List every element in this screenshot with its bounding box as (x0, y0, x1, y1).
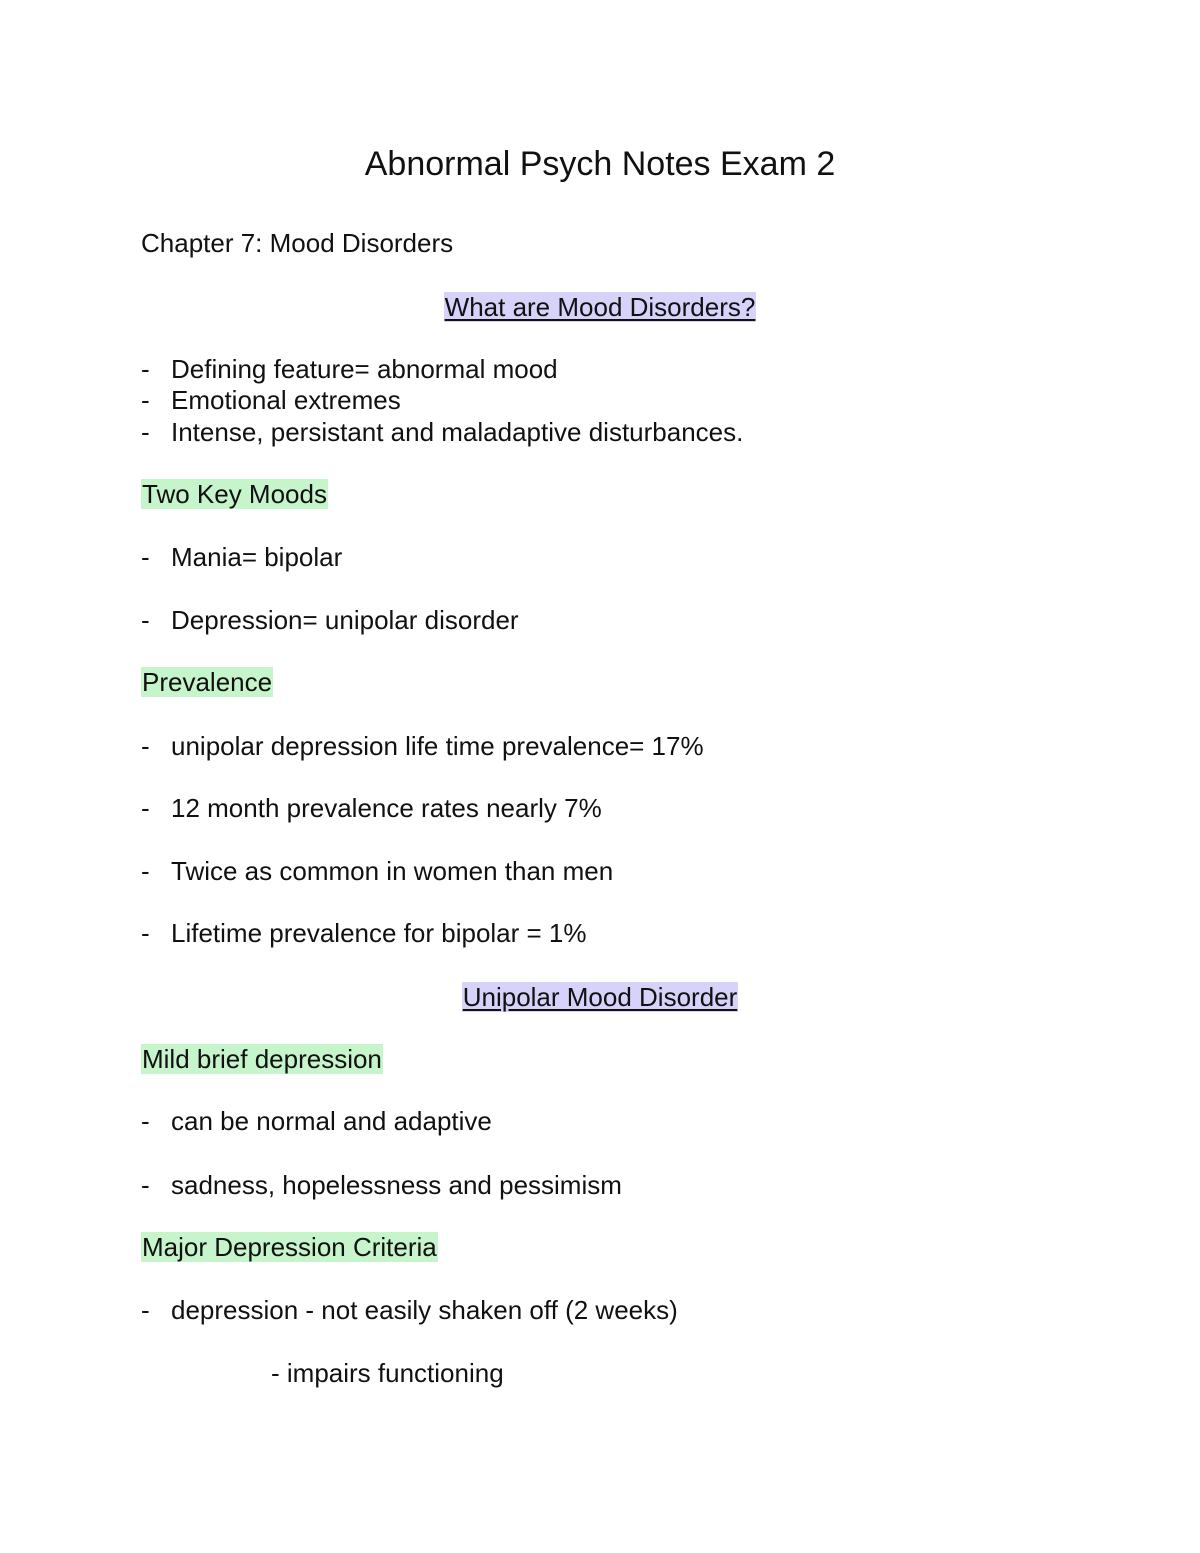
sub-list-item: - impairs functioning (271, 1358, 504, 1388)
bullet-dash: - (141, 731, 150, 761)
section-heading-major-depression (141, 1230, 438, 1264)
list-item-text: Depression= unipolar disorder (171, 605, 519, 635)
chapter-heading: Chapter 7: Mood Disorders (141, 228, 454, 258)
section-heading-what-are-text: What are Mood Disorders? (444, 292, 756, 322)
section-heading-what-are (0, 290, 1200, 324)
list-item (141, 1104, 492, 1138)
bullet-dash: - (141, 1170, 150, 1200)
list-item-text: Intense, persistant and maladaptive disturbances. (171, 417, 744, 447)
list-item-text: Lifetime prevalence for bipolar = 1% (171, 918, 587, 948)
list-item-text: Defining feature= abnormal mood (171, 354, 558, 384)
section-heading-two-key-moods-text: Two Key Moods (142, 479, 327, 509)
bullet-dash: - (141, 605, 150, 635)
section-heading-unipolar-text: Unipolar Mood Disorder (462, 982, 738, 1012)
list-item-text: Mania= bipolar (171, 542, 343, 572)
list-item (141, 352, 558, 386)
list-item (141, 854, 613, 888)
bullet-dash: - (141, 1295, 150, 1325)
list-item (141, 1168, 622, 1202)
bullet-dash: - (141, 385, 150, 415)
list-item (141, 540, 342, 574)
section-heading-unipolar (0, 980, 1200, 1014)
bullet-dash: - (141, 1106, 150, 1136)
list-item-text: Emotional extremes (171, 385, 401, 415)
list-item-text: unipolar depression life time prevalence= 17% (171, 731, 704, 761)
list-item (141, 1293, 678, 1327)
list-item-text: can be normal and adaptive (171, 1106, 492, 1136)
section-heading-mild-brief-text: Mild brief depression (142, 1044, 382, 1074)
bullet-dash: - (141, 793, 150, 823)
list-item (141, 383, 401, 417)
list-item-text: Twice as common in women than men (171, 856, 614, 886)
section-heading-major-depression-text: Major Depression Criteria (142, 1232, 437, 1262)
list-item-text: depression - not easily shaken off (2 weeks) (171, 1295, 678, 1325)
bullet-dash: - (141, 918, 150, 948)
list-item (141, 729, 704, 763)
list-item (141, 791, 602, 825)
list-item (141, 415, 743, 449)
list-item (141, 916, 587, 950)
section-heading-mild-brief (141, 1042, 383, 1076)
bullet-dash: - (141, 542, 150, 572)
section-heading-prevalence-text: Prevalence (142, 667, 273, 697)
list-item-text: sadness, hopelessness and pessimism (171, 1170, 622, 1200)
bullet-dash: - (141, 354, 150, 384)
list-item-text: 12 month prevalence rates nearly 7% (171, 793, 602, 823)
section-heading-prevalence (141, 665, 273, 699)
document-title: Abnormal Psych Notes Exam 2 (364, 145, 836, 183)
section-heading-two-key-moods (141, 477, 328, 511)
bullet-dash: - (141, 417, 150, 447)
bullet-dash: - (141, 856, 150, 886)
list-item (141, 603, 519, 637)
